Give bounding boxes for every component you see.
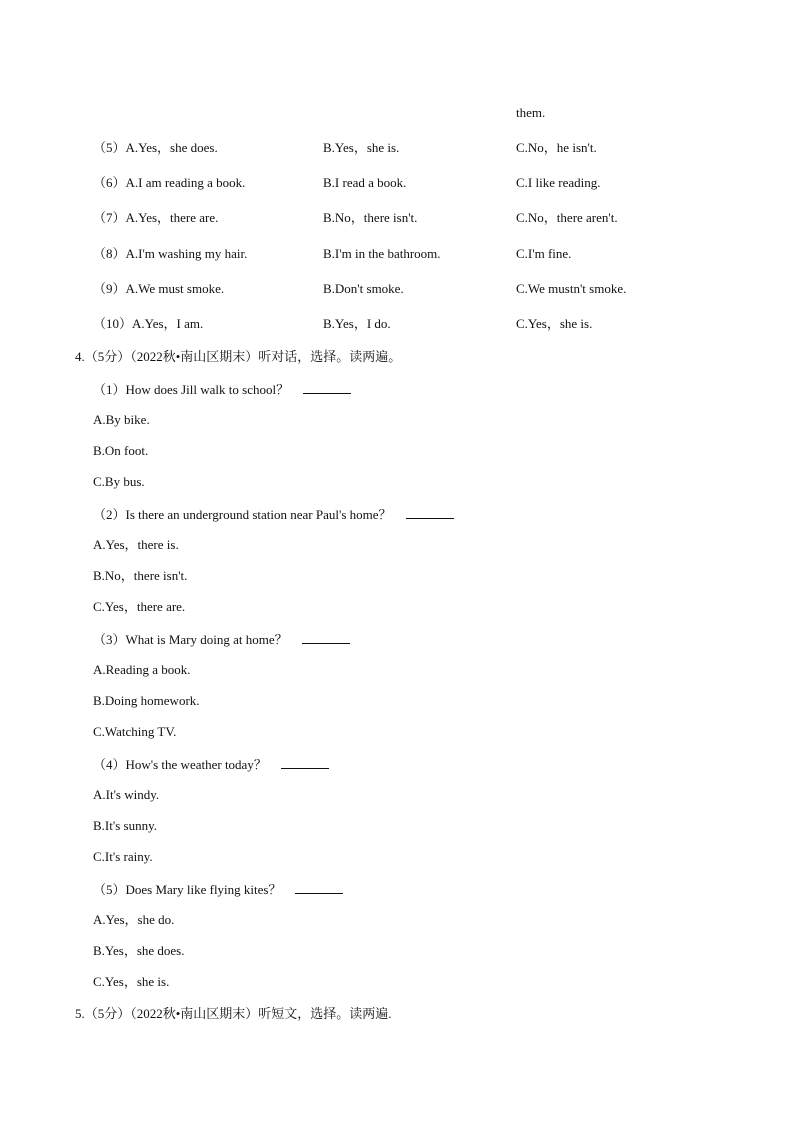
option-8-a: （8）A.I'm washing my hair. [93,246,248,261]
answer-blank [295,881,343,894]
q4-item-4-option-a: A.It's windy. [93,787,160,802]
answer-blank [406,506,454,519]
q4-item-5-option-a: A.Yes，she do. [93,912,175,927]
option-6-b: B.I read a book. [323,175,407,190]
option-8-b: B.I'm in the bathroom. [323,246,441,261]
option-9-b: B.Don't smoke. [323,281,404,296]
q4-item-2-option-a: A.Yes，there is. [93,537,179,552]
answer-blank [281,756,329,769]
option-5-a: （5）A.Yes，she does. [93,140,218,155]
question-4-heading: 4.（5分）（2022秋•南山区期末）听对话，选择。读两遍。 [75,349,402,364]
q4-item-5-text: （5）Does Mary like flying kites？ [93,882,282,897]
q4-item-2-stem [93,506,454,523]
q4-item-1-stem [93,381,351,398]
q4-item-2-text: （2）Is there an underground station near Paul's home？ [93,507,392,522]
q4-item-3-text: （3）What is Mary doing at home？ [93,632,288,647]
option-7-a: （7）A.Yes，there are. [93,210,219,225]
continued-option-text: them. [516,105,546,120]
q4-item-5-option-c: C.Yes，she is. [93,974,170,989]
option-5-c: C.No，he isn't. [516,140,597,155]
answer-blank [303,381,351,394]
option-6-c: C.I like reading. [516,175,601,190]
q4-item-5-stem [93,881,343,898]
q4-item-3-option-b: B.Doing homework. [93,693,200,708]
option-10-c: C.Yes，she is. [516,316,593,331]
q4-item-2-option-c: C.Yes，there are. [93,599,186,614]
q4-item-1-option-c: C.By bus. [93,474,145,489]
q4-item-3-stem [93,631,350,648]
q4-item-4-text: （4）How's the weather today？ [93,757,267,772]
option-10-b: B.Yes，I do. [323,316,391,331]
q4-item-3-option-c: C.Watching TV. [93,724,177,739]
option-7-b: B.No，there isn't. [323,210,418,225]
q4-item-3-option-a: A.Reading a book. [93,662,191,677]
option-9-c: C.We mustn't smoke. [516,281,627,296]
option-9-a: （9）A.We must smoke. [93,281,225,296]
q4-item-2-option-b: B.No，there isn't. [93,568,188,583]
q4-item-5-option-b: B.Yes，she does. [93,943,185,958]
question-5-heading: 5.（5分）（2022秋•南山区期末）听短文，选择。读两遍. [75,1006,392,1021]
option-10-a: （10）A.Yes，I am. [93,316,204,331]
option-5-b: B.Yes，she is. [323,140,400,155]
q4-item-1-option-a: A.By bike. [93,412,150,427]
q4-item-1-option-b: B.On foot. [93,443,149,458]
q4-item-4-option-b: B.It's sunny. [93,818,157,833]
answer-blank [302,631,350,644]
q4-item-1-text: （1）How does Jill walk to school？ [93,382,290,397]
q4-item-4-option-c: C.It's rainy. [93,849,153,864]
option-8-c: C.I'm fine. [516,246,572,261]
option-7-c: C.No，there aren't. [516,210,618,225]
q4-item-4-stem [93,756,329,773]
option-6-a: （6）A.I am reading a book. [93,175,246,190]
